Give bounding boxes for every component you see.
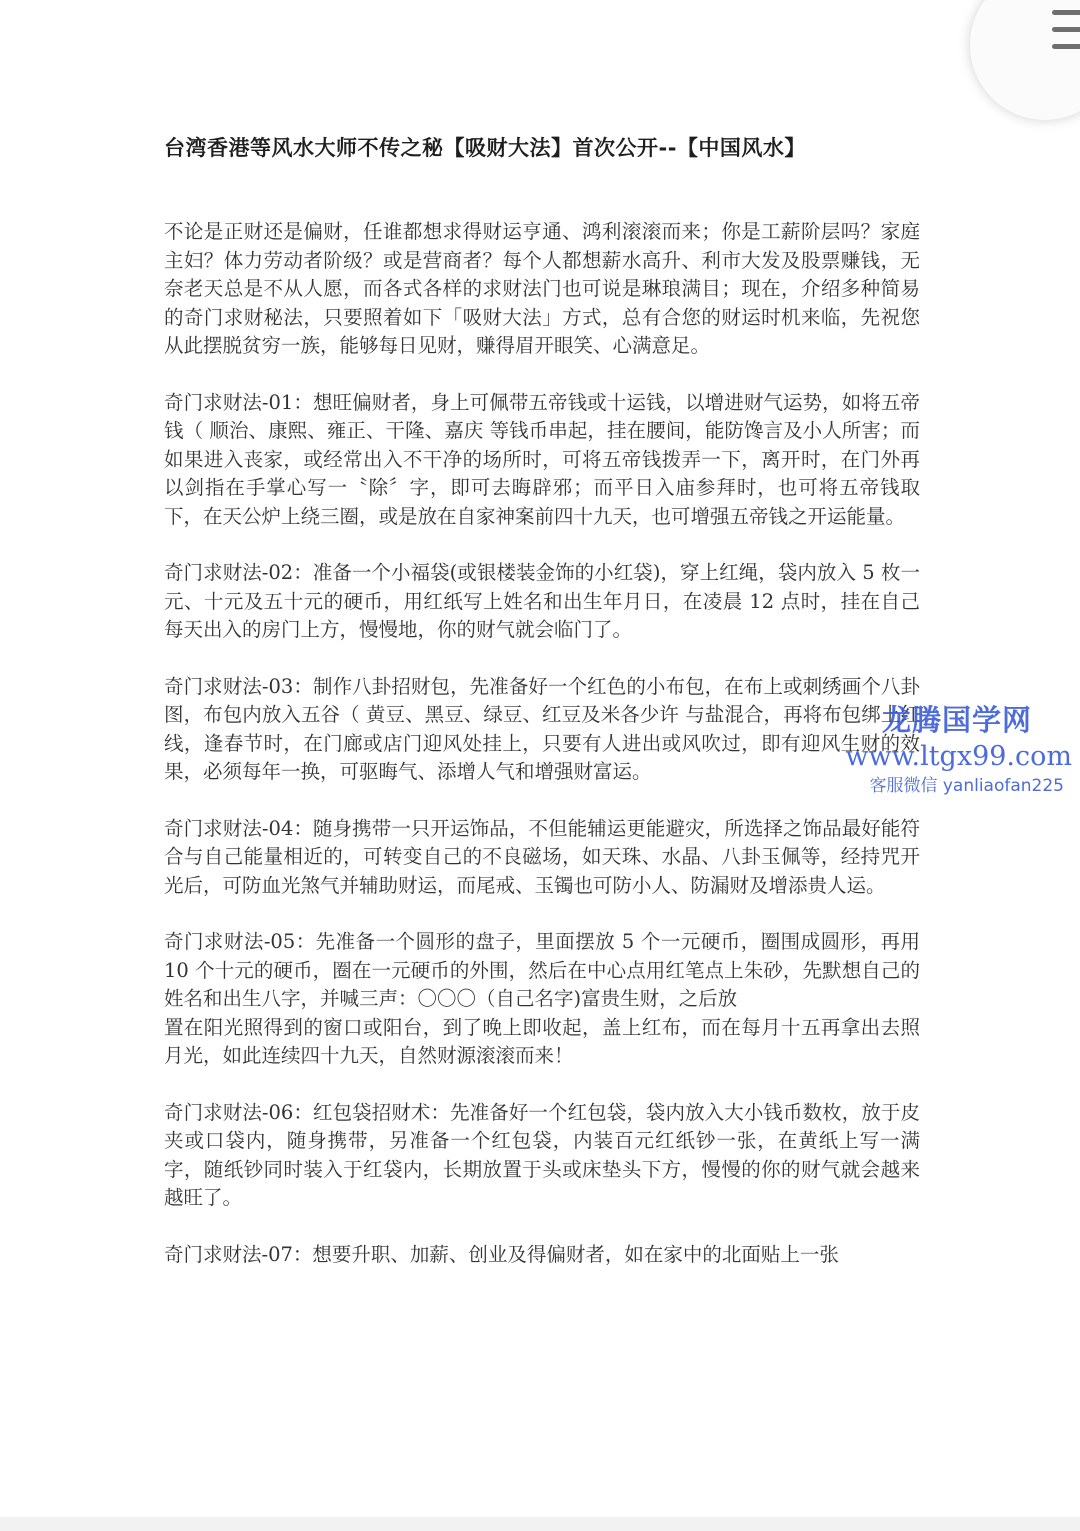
bottom-bar [0, 1517, 1080, 1531]
document-title: 台湾香港等风水大师不传之秘【吸财大法】首次公开--【中国风水】 [164, 136, 806, 160]
paragraph-method-06: 奇门求财法-06：红包袋招财术：先准备好一个红包袋，袋内放入大小钱币数枚，放于皮夹或口袋内，随身携带，另准备一个红包袋，内装百元红纸钞一张，在黄纸上写一满字，随纸钞同时装入于红袋内，长期放置于头或床垫头下方，慢慢的你的财气就会越来越旺了。 [164, 1100, 920, 1209]
paragraph-method-07: 奇门求财法-07：想要升职、加薪、创业及得偏财者，如在家中的北面贴上一张 [164, 1242, 839, 1266]
paragraph-method-05-cont: 置在阳光照得到的窗口或阳台，到了晚上即收起，盖上红布，而在每月十五再拿出去照月光，如此连续四十九天，自然财源滚滚而来！ [164, 1015, 920, 1067]
menu-button-bg [970, 0, 1080, 120]
watermark-url: www.ltgx99.com [845, 741, 1072, 772]
paragraph-method-02: 奇门求财法-02：准备一个小福袋(或银楼装金饰的小红袋)，穿上红绳，袋内放入 5 枚一元、十元及五十元的硬币，用红纸写上姓名和出生年月日，在凌晨 12 点时，挂在自己每天出入的房门上方，慢慢地，你的财气就会临门了。 [164, 561, 920, 641]
paragraph-method-03: 奇门求财法-03：制作八卦招财包，先准备好一个红色的小布包，在布上或刺绣画个八卦图，布包内放入五谷（ 黄豆、黑豆、绿豆、红豆及米各少许 与盐混合，再将布包绑上红线，逢春节时，在门廊或店门迎风处挂上，只要有人进出或风吹过，即有迎风生财的效果，必须每年一换，可驱晦气、添增人气和增强财富运。 [164, 674, 920, 783]
watermark-contact: 客服微信 yanliaofan225 [869, 776, 1064, 796]
paragraph-intro: 不论是正财还是偏财，任谁都想求得财运亨通、鸿利滚滚而来；你是工薪阶层吗？家庭主妇？体力劳动者阶级？或是营商者？每个人都想薪水高升、利市大发及股票赚钱，无奈老天总是不从人愿，而各式各样的求财法门也可说是琳琅满目；现在，介绍多种简易的奇门求财秘法，只要照着如下「吸财大法」方式，总有合您的财运时机来临，先祝您从此摆脱贫穷一族，能够每日见财，赚得眉开眼笑、心满意足。 [164, 220, 920, 357]
watermark [822, 700, 1072, 798]
paragraph-method-04: 奇门求财法-04：随身携带一只开运饰品，不但能辅运更能避灾，所选择之饰品最好能符合与自己能量相近的，可转变自己的不良磁场，如天珠、水晶、八卦玉佩等，经持咒开光后，可防血光煞气并辅助财运，而尾戒、玉镯也可防小人、防漏财及增添贵人运。 [164, 816, 920, 897]
hamburger-menu-icon[interactable] [1052, 10, 1080, 50]
paragraph-method-05: 奇门求财法-05：先准备一个圆形的盘子，里面摆放 5 个一元硬币，圈围成圆形，再用 10 个十元的硬币，圈在一元硬币的外围，然后在中心点用红笔点上朱砂，先默想自己的姓名和出生八字，并喊三声：〇〇〇（自己名字)富贵生财，之后放 [164, 930, 920, 1010]
document-page [164, 128, 920, 1297]
watermark-site-name: 龙腾国学网 [881, 703, 1032, 737]
paragraph-method-01: 奇门求财法-01：想旺偏财者，身上可佩带五帝钱或十运钱，以增进财气运势，如将五帝钱（ 顺治、康熙、雍正、干隆、嘉庆 等钱币串起，挂在腰间，能防馋言及小人所害；而如果进入丧家，或经常出入不干净的场所时，可将五帝钱拨弄一下，离开时，在门外再以剑指在手掌心写一〝除〞字，即可去晦辟邪；而平日入庙参拜时，也可将五帝钱取下，在天公炉上绕三圈，或是放在自家神案前四十九天，也可增强五帝钱之开运能量。 [164, 390, 920, 528]
